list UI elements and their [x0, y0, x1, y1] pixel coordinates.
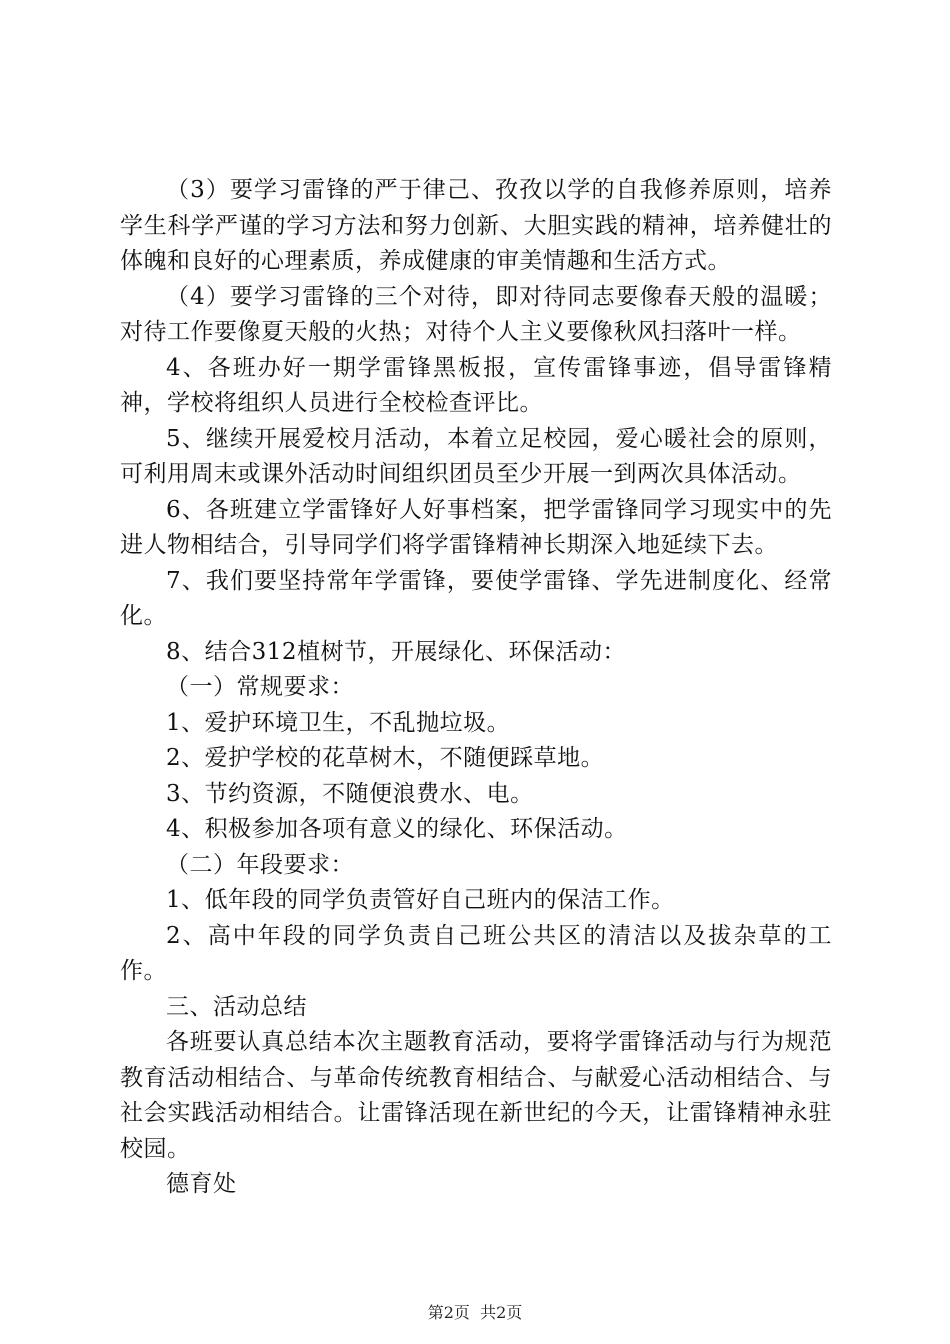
list-item: 1、低年段的同学负责管好自己班内的保洁工作。: [166, 887, 675, 913]
page-total: 共2页: [480, 1303, 523, 1322]
heading-general-requirements: （一）常规要求：: [166, 674, 354, 700]
paragraph-item-3: （3）要学习雷锋的严于律己、孜孜以学的自我修养原则，培养学生科学严谨的学习方法和努力创新、大胆实践的精神，培养健壮的体魄和良好的心理素质，养成健康的审美情趣和生活方式。: [120, 177, 832, 274]
document-body: [120, 173, 832, 1203]
paragraph-summary: 各班要认真总结本次主题教育活动，要将学雷锋活动与行为规范教育活动相结合、与革命传统教育相结合、与献爱心活动相结合、与社会实践活动相结合。让雷锋活现在新世纪的今天，让雷锋精神永驻校园。: [120, 1029, 832, 1162]
paragraph-item-4: （4）要学习雷锋的三个对待，即对待同志要像春天般的温暖；对待工作要像夏天般的火热；对待个人主义要像秋风扫落叶一样。: [120, 283, 832, 345]
paragraph-year-round: 7、我们要坚持常年学雷锋，要使学雷锋、学先进制度化、经常化。: [120, 567, 832, 629]
list-item: 2、高中年段的同学负责自己班公共区的清洁以及拔杂草的工作。: [120, 922, 832, 984]
page-footer: [0, 1303, 950, 1323]
heading-grade-requirements: （二）年段要求：: [166, 851, 354, 878]
paragraph-love-school: 5、继续开展爱校月活动，本着立足校园，爱心暖社会的原则，可利用周末或课外活动时间组织团员至少开展一到两次具体活动。: [120, 425, 832, 487]
section-heading-summary: 三、活动总结: [166, 993, 307, 1020]
list-item: 2、爱护学校的花草树木，不随便踩草地。: [166, 745, 605, 771]
paragraph-good-deeds: 6、各班建立学雷锋好人好事档案，把学雷锋同学习现实中的先进人物相结合，引导同学们将学雷锋精神长期深入地延续下去。: [120, 496, 832, 558]
list-item: 4、积极参加各项有意义的绿化、环保活动。: [166, 816, 628, 842]
list-item: 1、爱护环境卫生，不乱抛垃圾。: [166, 709, 511, 736]
list-item: 3、节约资源，不随便浪费水、电。: [166, 780, 534, 807]
page-number: 第2页: [427, 1303, 470, 1322]
paragraph-tree-day: 8、结合312植树节，开展绿化、环保活动：: [166, 638, 627, 665]
signature-department: 德育处: [166, 1171, 237, 1197]
paragraph-blackboard: 4、各班办好一期学雷锋黑板报，宣传雷锋事迹，倡导雷锋精神，学校将组织人员进行全校检查评比。: [120, 354, 832, 416]
